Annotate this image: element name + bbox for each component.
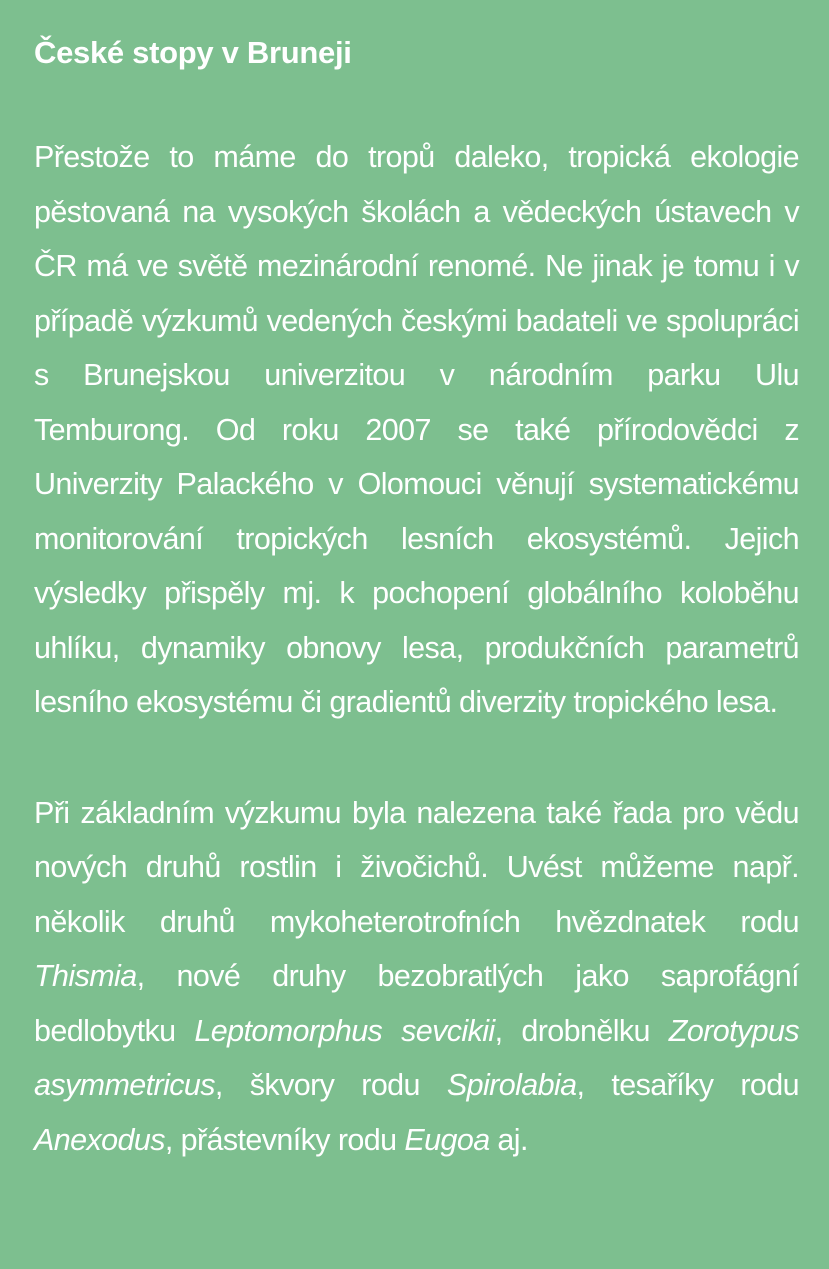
taxon-anexodus: Anexodus [34, 1122, 165, 1157]
paragraph-2-text-5: , tesaříky rodu [576, 1068, 799, 1102]
paragraph-2-text-3: , drobnělku [494, 1013, 669, 1048]
paragraph-2-text-1: Při základním výzkumu byla nalezena také řada pro vědu nových druhů rostlin i živočichů. Uvést můžeme např. několik druhů mykoheterotrofních hvězdnatek rodu [34, 795, 799, 939]
paragraph-1: Přestože to máme do tropů daleko, tropická ekologie pěstovaná na vysokých školách a vědeckých ústavech v ČR má ve světě mezinárodní renomé. Ne jinak je tomu i v případě výzkumů vedených českými badateli ve spolupráci s Brunejskou univerzitou v národním parku Ulu Temburong. Od roku 2007 se také přírodovědci z Univerzity Palackého v Olomouci věnují systematickému monitorování tropických lesních ekosystémů. Jejich výsledky přispěly mj. k pochopení globálního koloběhu uhlíku, dynamiky obnovy lesa, produkčních parametrů lesního ekosystému či gradientů diverzity tropického lesa. [34, 140, 799, 719]
taxon-leptomorphus-sevcikii: Leptomorphus sevcikii [194, 1013, 495, 1048]
taxon-zorotypus-asymmetricus: Zorotypus asymmetricus [34, 1013, 800, 1102]
taxon-spirolabia: Spirolabia [446, 1068, 577, 1102]
paragraph-2 [34, 786, 799, 1168]
taxon-eugoa: Eugoa [404, 1122, 490, 1157]
paragraph-2-text-7: aj. [489, 1122, 528, 1157]
taxon-thismia: Thismia [34, 959, 137, 993]
box-title: České stopy v Bruneji [34, 35, 352, 70]
paragraph-2-text-6: , přástevníky rodu [164, 1122, 405, 1157]
paragraph-2-text-2: , nové druhy bezobratlých jako saprofágní bedlobytku [34, 959, 799, 1048]
paragraph-2-text-4: , škvory rodu [214, 1068, 447, 1102]
